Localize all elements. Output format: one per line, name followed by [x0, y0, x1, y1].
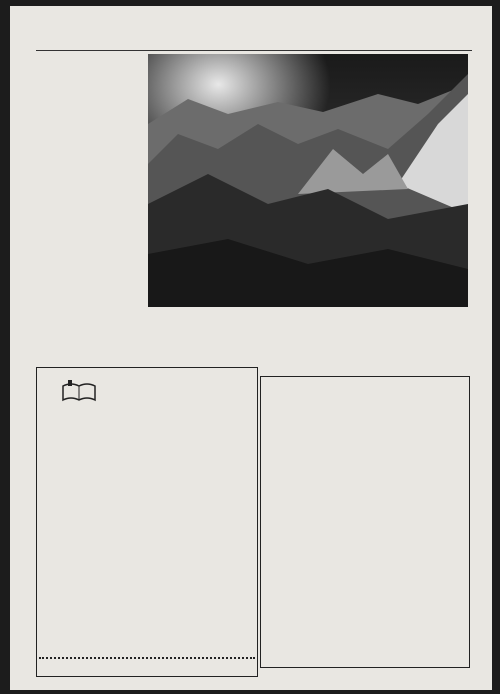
- interview-column: [36, 53, 144, 54]
- page-header: [36, 33, 472, 49]
- book-icon: [61, 380, 97, 404]
- ferre-gestio-ad: [36, 367, 258, 677]
- header-rule: [36, 50, 472, 51]
- ad-dotted-rule: [39, 657, 255, 659]
- magazine-page: [10, 6, 492, 690]
- mountain-photo: [148, 54, 468, 307]
- alvarez-joiers-ad: [260, 376, 470, 668]
